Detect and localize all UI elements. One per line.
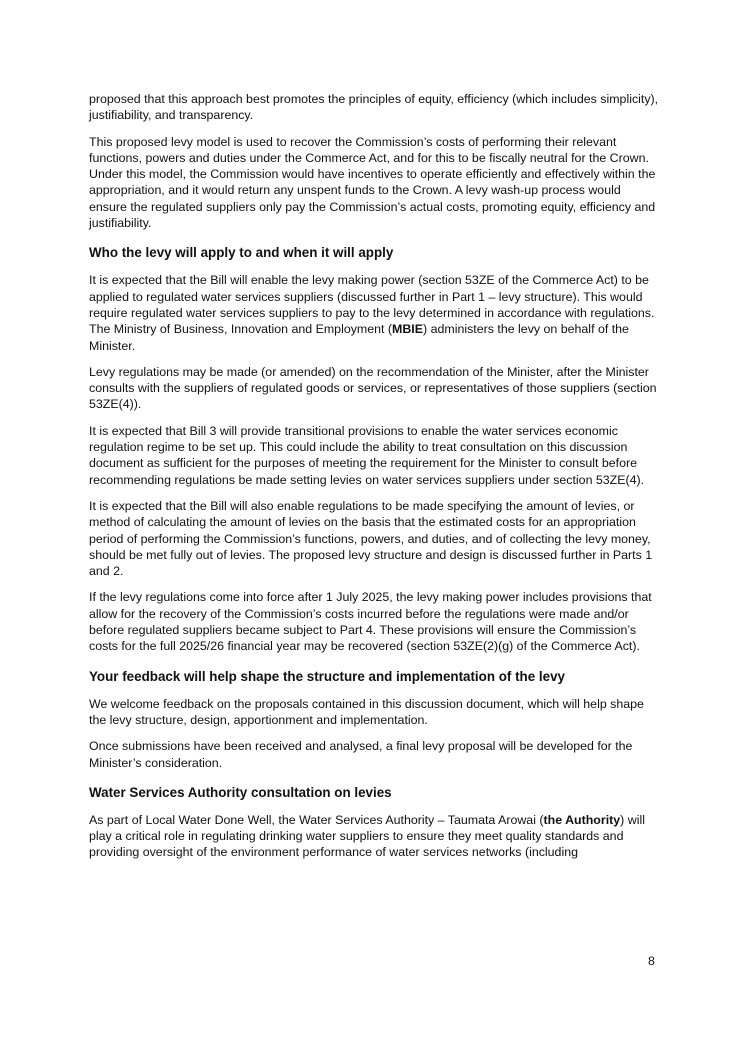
- wsa-paragraph-1: [89, 812, 659, 861]
- wsa-p1-text-b: ) will play a critical role in regulating drinking water suppliers to ensure they meet quality standards and providing oversight of the environment performance of water services networks (including: [89, 812, 645, 860]
- page-number: 8: [648, 954, 655, 968]
- who-paragraph-5: If the levy regulations come into force after 1 July 2025, the levy making power includes provisions that allow for the recovery of the Commission’s costs incurred before the regulations were made and/or before regulated suppliers became subject to Part 4. These provisions will ensure the Commission’s costs for the full 2025/26 financial year may be recovered (section 53ZE(2)(g) of the Commerce Act).: [89, 590, 652, 654]
- feedback-paragraph-1: We welcome feedback on the proposals contained in this discussion document, which will help shape the levy structure, design, apportionment and implementation.: [89, 696, 644, 727]
- intro-paragraph-2: This proposed levy model is used to recover the Commission’s costs of performing their relevant functions, powers and duties under the Commerce Act, and for this to be fiscally neutral for the Crown. Under this model, the Commission would have incentives to operate efficiently and effectively within the appropriation, and it would return any unspent funds to the Crown. A levy wash-up process would ensure the regulated suppliers only pay the Commission’s actual costs, promoting equity, efficiency and justifiability.: [89, 134, 656, 231]
- who-paragraph-4: It is expected that the Bill will also enable regulations to be made specifying the amount of levies, or method of calculating the amount of levies on the basis that the estimated costs for an appropriation period of performing the Commission’s functions, powers, and duties, and of collecting the levy money, should be met fully out of levies. The proposed levy structure and design is discussed further in Parts 1 and 2.: [89, 498, 653, 579]
- section-heading-feedback: Your feedback will help shape the structure and implementation of the levy: [89, 668, 565, 684]
- feedback-paragraph-2: Once submissions have been received and analysed, a final levy proposal will be developed for the Minister’s consideration.: [89, 739, 633, 770]
- who-paragraph-1: [89, 272, 659, 353]
- intro-paragraph-1: proposed that this approach best promotes the principles of equity, efficiency (which includes simplicity), justifiability, and transparency.: [89, 92, 659, 123]
- section-heading-who: Who the levy will apply to and when it will apply: [89, 245, 394, 261]
- authority-term: the Authority: [543, 812, 621, 827]
- who-p1-text-b: ) administers the levy on behalf of the Minister.: [89, 322, 629, 353]
- wsa-p1-text-a: As part of Local Water Done Well, the Water Services Authority – Taumata Arowai (: [89, 812, 544, 827]
- document-page: [89, 91, 659, 871]
- who-p1-text-a: It is expected that the Bill will enable the levy making power (section 53ZE of the Commerce Act) to be applied to regulated water services suppliers (discussed further in Part 1 – levy structure). This would require regulated water services suppliers to pay to the levy determined in accordance with regulations. The Ministry of Business, Innovation and Employment (: [89, 273, 655, 337]
- section-heading-wsa: Water Services Authority consultation on levies: [89, 784, 392, 800]
- mbie-acronym: MBIE: [392, 322, 424, 337]
- who-paragraph-3: It is expected that Bill 3 will provide transitional provisions to enable the water services economic regulation regime to be set up. This could include the ability to treat consultation on this discussion document as sufficient for the purposes of meeting the requirement for the Minister to consult before recommending regulations be made setting levies on water services suppliers under section 53ZE(4).: [89, 423, 645, 487]
- who-paragraph-2: Levy regulations may be made (or amended) on the recommendation of the Minister, after the Minister consults with the suppliers of regulated goods or services, or representatives of those suppliers (section 53ZE(4)).: [89, 364, 657, 412]
